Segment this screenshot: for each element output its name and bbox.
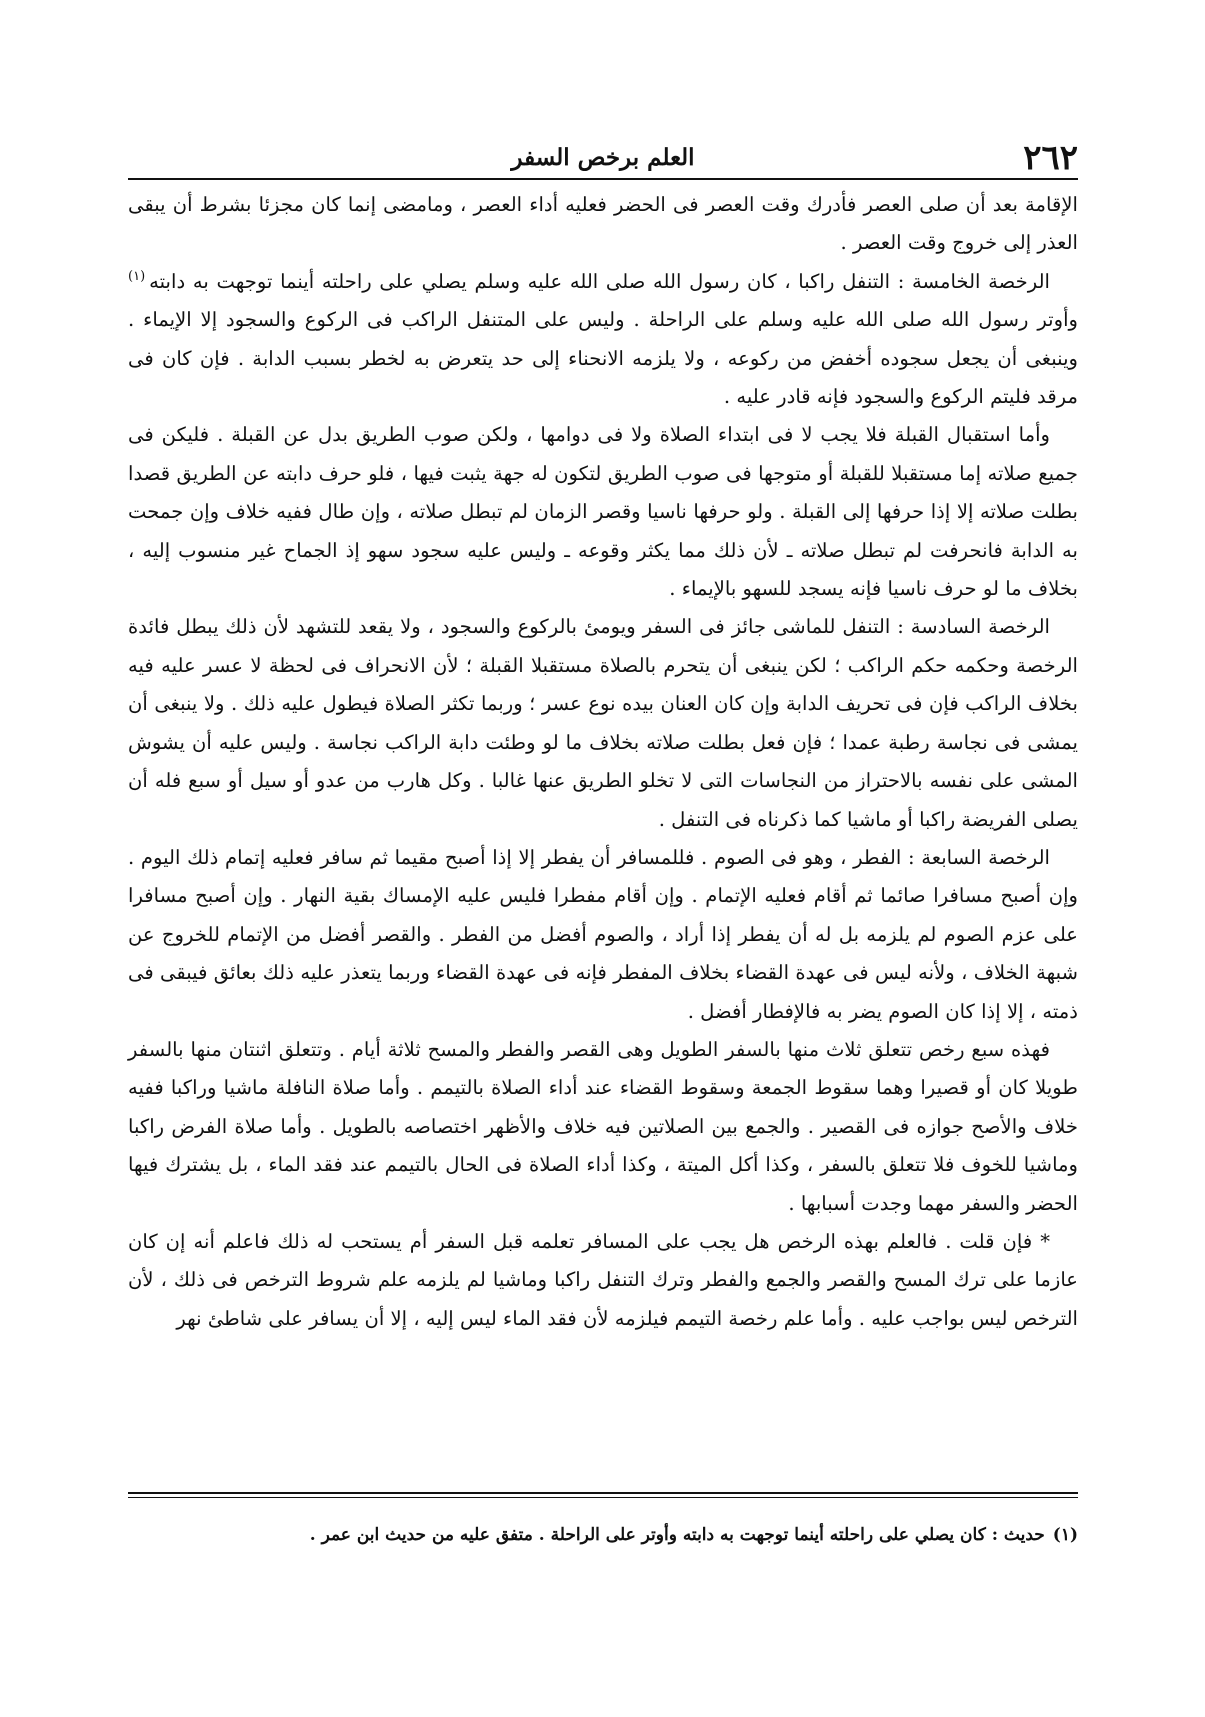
paragraph: الرخصة السابعة : الفطر ، وهو فى الصوم . فللمسافر أن يفطر إلا إذا أصبح مقيما ثم سافر فعليه إتمام ذلك اليوم . وإن أصبح مسافرا صائما ثم أقام فعليه الإتمام . وإن أقام مفطرا فليس عليه الإمساك بقية النهار . وإن أصبح مسافرا على عزم الصوم لم يلزمه بل له أن يفطر إذا أراد ، والصوم أفضل من الفطر . والقصر أفضل من الإتمام للخروج عن شبهة الخلاف ، ولأنه ليس فى عهدة القضاء بخلاف المفطر فإنه فى عهدة القضاء وربما يتعذر عليه ذلك بعائق فيبقى فى ذمته ، إلا إذا كان الصوم يضر به فالإفطار أفضل . <box>128 845 1079 1023</box>
paragraph: الرخصة السادسة : التنفل للماشى جائز فى السفر ويومئ بالركوع والسجود ، ولا يقعد للتشهد لأن ذلك يبطل فائدة الرخصة وحكمه حكم الراكب ؛ لكن ينبغى أن يتحرم بالصلاة مستقبلا القبلة ؛ لأن الانحراف فى لحظة لا عسر عليه فيه بخلاف الراكب فإن فى تحريف الدابة وإن كان العنان بيده نوع عسر ؛ وربما تكثر الصلاة فيطول عليه ذلك . ولا ينبغى أن يمشى فى نجاسة رطبة عمدا ؛ فإن فعل بطلت صلاته بخلاف ما لو وطئت دابة الراكب نجاسة . وليس عليه أن يشوش المشى على نفسه بالاحتراز من النجاسات التى لا تخلو الطريق عنها غالبا . وكل هارب من عدو أو سيل أو سبع فله أن يصلى الفريضة راكبا أو ماشيا كما ذكرناه فى التنفل . <box>128 615 1078 831</box>
footnote-number: (١) <box>1052 1525 1078 1545</box>
header-divider <box>128 178 1078 180</box>
footnote <box>128 1520 1078 1550</box>
running-title: العلم برخص السفر <box>511 144 695 171</box>
paragraph: فهذه سبع رخص تتعلق ثلاث منها بالسفر الطويل وهى القصر والفطر والمسح ثلاثة أيام . وتتعلق اثنتان منها بالسفر طويلا كان أو قصيرا وهما سقوط الجمعة وسقوط القضاء عند أداء الصلاة بالتيمم . وأما صلاة النافلة ماشيا وراكبا ففيه خلاف والأصح جوازه فى القصير . والجمع بين الصلاتين فيه خلاف والأظهر اختصاصه بالطويل . وأما صلاة الفرض راكبا وماشيا للخوف فلا تتعلق بالسفر ، وكذا أكل الميتة ، وكذا أداء الصلاة فى الحال بالتيمم عند فقد الماء ، بل يشترك فيها الحضر والسفر مهما وجدت أسبابها . <box>128 1037 1078 1215</box>
footnote-marker[interactable]: (١) <box>128 269 146 285</box>
paragraph <box>128 263 1078 417</box>
paragraph: * فإن قلت . فالعلم بهذه الرخص هل يجب على المسافر تعلمه قبل السفر أم يستحب له ذلك فاعلم أنه إن كان عازما على ترك المسح والقصر والجمع والفطر وترك التنفل راكبا وماشيا لم يلزمه علم شروط الترخص فى ذلك ، لأن الترخص ليس بواجب عليه . وأما علم رخصة التيمم فيلزمه لأن فقد الماء ليس إليه ، إلا أن يسافر على شاطئ نهر <box>128 1229 1078 1330</box>
page-number: ٢٦٢ <box>1023 138 1078 178</box>
paragraph: الإقامة بعد أن صلى العصر فأدرك وقت العصر فى الحضر فعليه أداء العصر ، ومامضى إنما كان مجزئا بشرط أن يبقى العذر إلى خروج وقت العصر . <box>128 193 1078 255</box>
footnote-text: حديث : كان يصلي على راحلته أينما توجهت به دابته وأوتر على الراحلة . متفق عليه من حديث ابن عمر . <box>309 1525 1045 1545</box>
paragraph-text-continued: وأوتر رسول الله صلى الله عليه وسلم على الراحلة . وليس على المتنفل الراكب فى الركوع والسجود إلا الإيماء . وينبغى أن يجعل سجوده أخفض من ركوعه ، ولا يلزمه الانحناء إلى حد يتعرض به لخطر بسبب الدابة . فإن كان فى مرقد فليتم الركوع والسجود فإنه قادر عليه . <box>128 308 1078 409</box>
paragraph: وأما استقبال القبلة فلا يجب لا فى ابتداء الصلاة ولا فى دوامها ، ولكن صوب الطريق بدل عن القبلة . فليكن فى جميع صلاته إما مستقبلا للقبلة أو متوجها فى صوب الطريق لتكون له جهة يثبت فيها ، فلو حرف دابته عن الطريق قصدا بطلت صلاته إلا إذا حرفها إلى القبلة . ولو حرفها ناسيا وقصر الزمان لم تبطل صلاته ، وإن طال ففيه خلاف وإن جمحت به الدابة فانحرفت لم تبطل صلاته ـ لأن ذلك مما يكثر وقوعه ـ وليس عليه سجود سهو إذ الجماح غير منسوب إليه ، بخلاف ما لو حرف ناسيا فإنه يسجد للسهو بالإيماء . <box>128 423 1078 601</box>
page-header <box>128 138 1078 178</box>
footnote-divider <box>128 1492 1078 1494</box>
paragraph-text: الرخصة الخامسة : التنفل راكبا ، كان رسول الله صلى الله عليه وسلم يصلي على راحلته أينما توجهت به دابته <box>149 269 1050 293</box>
main-text <box>128 186 1078 1338</box>
footnote-divider-thin <box>128 1497 1078 1498</box>
